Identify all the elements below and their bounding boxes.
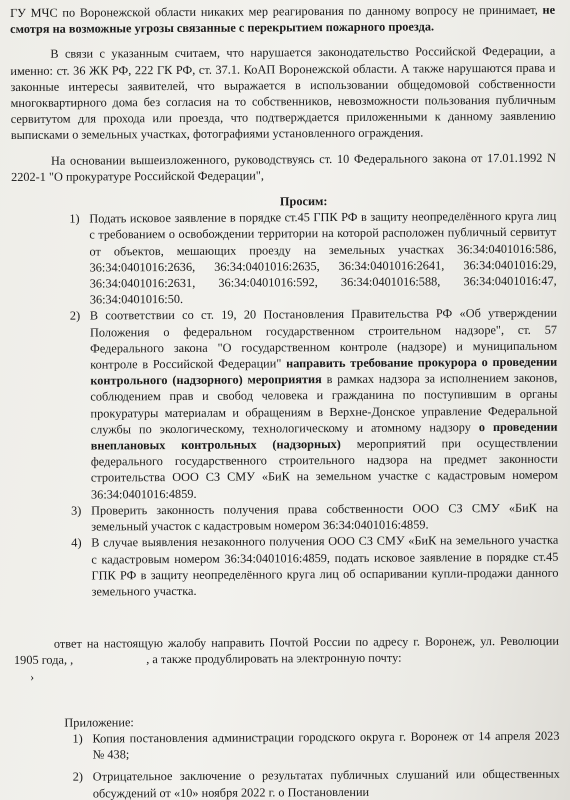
reply-comma: ,	[70, 652, 74, 667]
document-body	[10, 2, 560, 800]
request-item-text: Подать исковое заявление в порядке ст.45 ГПК РФ в защиту неопределённого круга лиц с требованием о освобождении территории на которой расположен публичный сервитут от объектов, мешающих проезду на земельных участках 36:34:0401016:586, 36:34:0401016:2636, 36:34:0401016:2635, 36:34:0401016:2641, 36:34:0401016:29, 36:34:0401016:2631, 36:34:0401016:592, 36:34:0401016:588, 36:34:0401016:47, 36:34:0401016:50.	[89, 208, 557, 307]
request-item-number: 1)	[69, 211, 80, 226]
request-item-text: Проверить законность получения права собственности ООО СЗ СМУ «БиК на земельный участок с кадастровым номером 36:34:0401016:4859.	[91, 500, 559, 534]
paragraph-mchs-text: ГУ МЧС по Воронежской области никаких мер реагирования по данному вопросу не принимает,	[10, 2, 543, 20]
paragraph-violations: В связи с указанным считаем, что нарушается законодательство Российской Федерации, а именно: ст. 36 ЖК РФ, 222 ГК РФ, ст. 37.1. КоАП Воронежской области. А также нарушаются права и законные интересы заявителей, что выражается в использовании общедомовой собственности многоквартирного дома без согласия на то собственников, невозможности пользования публичным сервитутом для прохода или проезда, что подтверждается приложенными к данному заявлению выписками о земельных участках, фотографиями установленного ограждения.	[10, 44, 556, 143]
request-item-text: В случае выявления незаконного получения ООО СЗ СМУ «БиК на земельного участка с кадастровым номером 36:34:0401016:4859, подать исковое заявление в порядке ст.45 ГПК РФ в защиту неопределённого круга лиц об оспаривании купли-продажи данного земельного участка.	[91, 532, 559, 599]
request-item-number: 2)	[69, 309, 81, 324]
request-item-bold: направить требование прокурора о проведении контрольного (надзорного) мероприятия	[90, 354, 558, 388]
request-item-2	[12, 305, 558, 503]
attachment-item-text: Копия постановления администрации городского округа г. Воронеж от 14 апреля 2023 № 438;	[92, 728, 560, 762]
attachment-item-2	[15, 766, 560, 800]
attachment-item-number: 1)	[72, 731, 83, 746]
attachment-item-1	[14, 728, 559, 764]
attachment-item-text: Отрицательное заключение о результатах публичных слушаний или общественных обсуждений от «10» ноября 2022 г. о Постановлении	[92, 766, 560, 800]
attachment-item-number: 2)	[72, 769, 84, 784]
request-item-1	[11, 208, 557, 309]
paragraph-mchs-bold: не смотря на возможные угрозы связанные с перекрытием пожарного проезда.	[10, 2, 556, 37]
paragraph-mchs	[10, 2, 555, 38]
request-title: Просим:	[279, 194, 328, 209]
request-item-bold: о проведении внеплановых контрольных (надзорных)	[90, 419, 558, 453]
request-item-3	[13, 500, 558, 536]
request-item-text: мероприятий при осуществлении федерального государственного строительного надзора на предмет законности строительства ООО СЗ СМУ «БиК на земельном участке с кадастровым номером 36:34:0401016:4859.	[90, 435, 558, 502]
request-item-text: в рамках надзора за исполнением законов, соблюдением прав и свобод человека и гражданина по поступившим в органы прокуратуры материалам и обращениям в Верхне-Донское управление Федеральной службы по экологическому, технологическому и атомному надзору	[90, 370, 558, 437]
request-list	[11, 208, 558, 600]
paragraph-legal-basis: На основании вышеизложенного, руководствуясь ст. 10 Федерального закона от 17.01.1992 N 2202-1 "О прокуратуре Российской Федерации",	[11, 150, 556, 184]
stray-mark: ›	[30, 669, 35, 684]
request-item-4	[13, 532, 558, 600]
request-item-number: 3)	[71, 503, 82, 518]
request-item-number: 4)	[71, 535, 82, 550]
attachments-title: Приложение:	[64, 714, 134, 730]
request-item-text: В соответствии со ст. 19, 20 Постановления Правительства РФ «Об утверждении Положения о федеральном государственном строительном надзоре", ст. 57 Федерального закона "О государственном контроле (надзоре) и муниципальном контроле в Российской Федерации"	[89, 306, 558, 372]
reply-text-end: , а также продублировать на электронную почту:	[143, 650, 402, 667]
reply-text: ответ на настоящую жалобу направить Почтой России по адресу г. Воронеж, ул. Революции 1905 года,	[13, 633, 559, 668]
paragraph-reply-address	[14, 633, 559, 669]
